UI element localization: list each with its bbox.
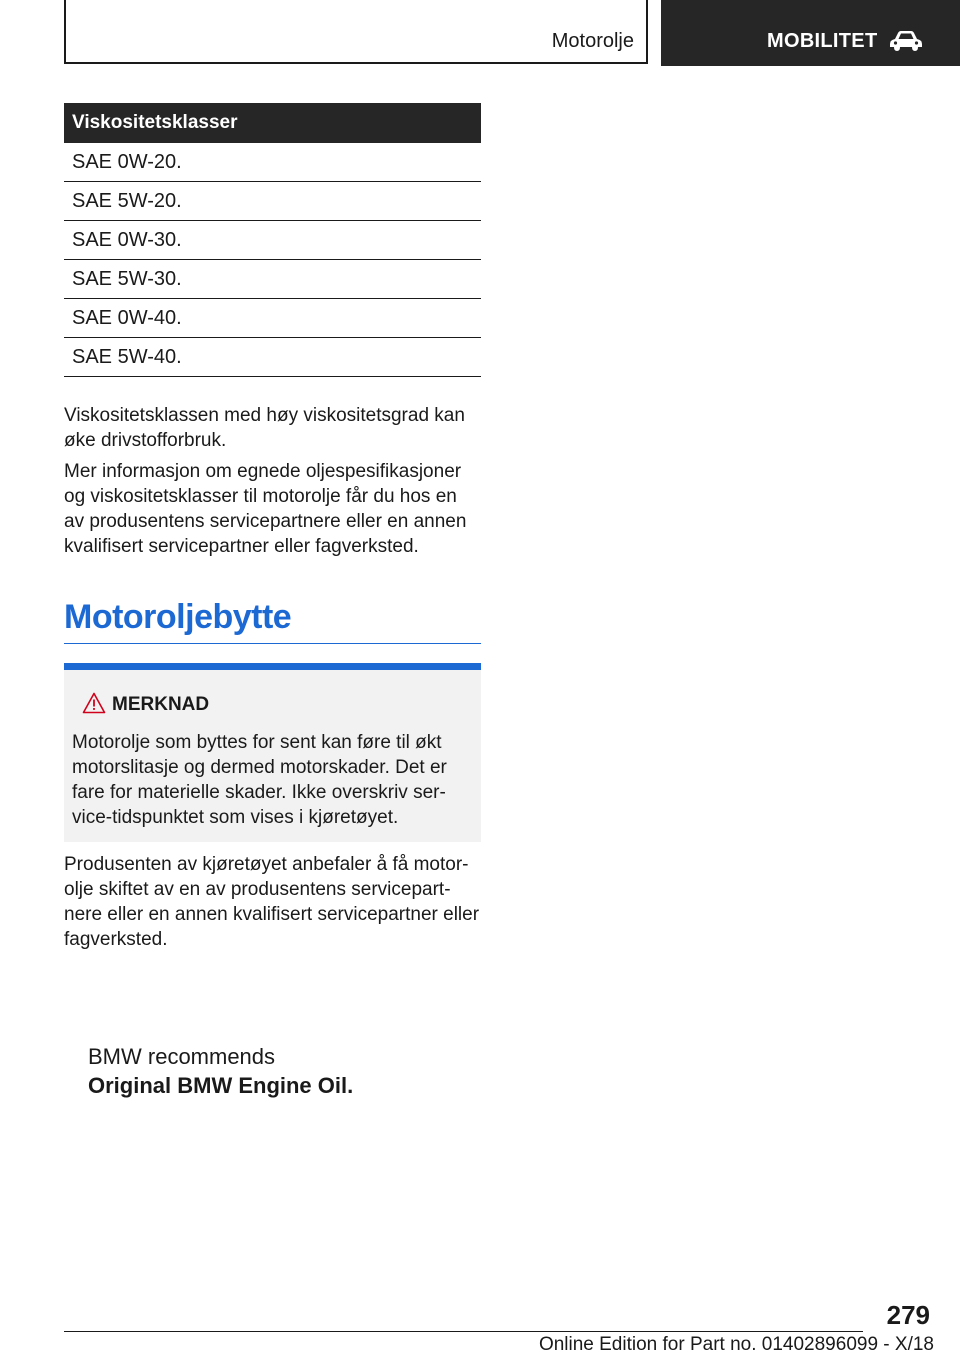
- table-row: [64, 182, 481, 221]
- notice-text: Motorolje som byttes for sent kan føre til økt motorslitasje og dermed motorskader. Det er fare for materielle skader. Ikke overskriv service-tidspunktet som vises i kjøretøyet.: [72, 732, 447, 828]
- table-cell: SAE 0W-30.: [64, 221, 481, 260]
- footer-divider: [64, 1331, 863, 1332]
- warning-icon: [82, 692, 106, 714]
- table-row: [64, 260, 481, 299]
- table-cell: SAE 5W-40.: [64, 338, 481, 377]
- paragraph-viscosity-consumption: Viskositetsklassen med høy viskositetsgrad kan øke drivstofforbruk.: [64, 405, 465, 451]
- table-cell: SAE 5W-20.: [64, 182, 481, 221]
- table-row: [64, 299, 481, 338]
- viscosity-table: [64, 103, 481, 377]
- header-chapter-label: MOBILITET: [767, 30, 878, 52]
- advert-line-2: Original BMW Engine Oil.: [88, 1073, 354, 1098]
- table-cell: SAE 5W-30.: [64, 260, 481, 299]
- notice-title: MERKNAD: [112, 694, 210, 715]
- viscosity-table-header: Viskositetsklasser: [64, 103, 481, 143]
- page-number: 279: [886, 1300, 930, 1330]
- bmw-oil-advert: [88, 1042, 353, 1100]
- advert-line-1: BMW recommends: [88, 1044, 276, 1069]
- table-cell: SAE 0W-40.: [64, 299, 481, 338]
- header-chapter-tab[interactable]: [661, 0, 960, 66]
- paragraph-manufacturer-recommendation: Produsenten av kjøretøyet anbefaler å få motorolje skiftet av en av produsentens servicepartnere eller en annen kvalifisert servicepartner eller fagverksted.: [64, 854, 480, 950]
- viscosity-table-wrapper: [64, 103, 481, 377]
- table-row: [64, 143, 481, 182]
- paragraph-more-information: Mer informasjon om egnede oljespesifikasjoner og viskositetsklasser til motorolje får du hos en av produsentens servicepartnere eller en annen kvalifisert servicepartner eller fagverksted.: [64, 461, 467, 557]
- notice-box: [64, 663, 481, 842]
- table-row: [64, 221, 481, 260]
- table-row: [64, 338, 481, 377]
- header-section-label: Motorolje: [551, 30, 634, 52]
- car-icon: [889, 30, 923, 52]
- section-title: Motoroljebytte: [64, 598, 481, 644]
- table-cell: SAE 0W-20.: [64, 143, 481, 182]
- footer-edition: Online Edition for Part no. 01402896099 - X/18: [538, 1334, 934, 1355]
- header-section-box: [64, 0, 648, 64]
